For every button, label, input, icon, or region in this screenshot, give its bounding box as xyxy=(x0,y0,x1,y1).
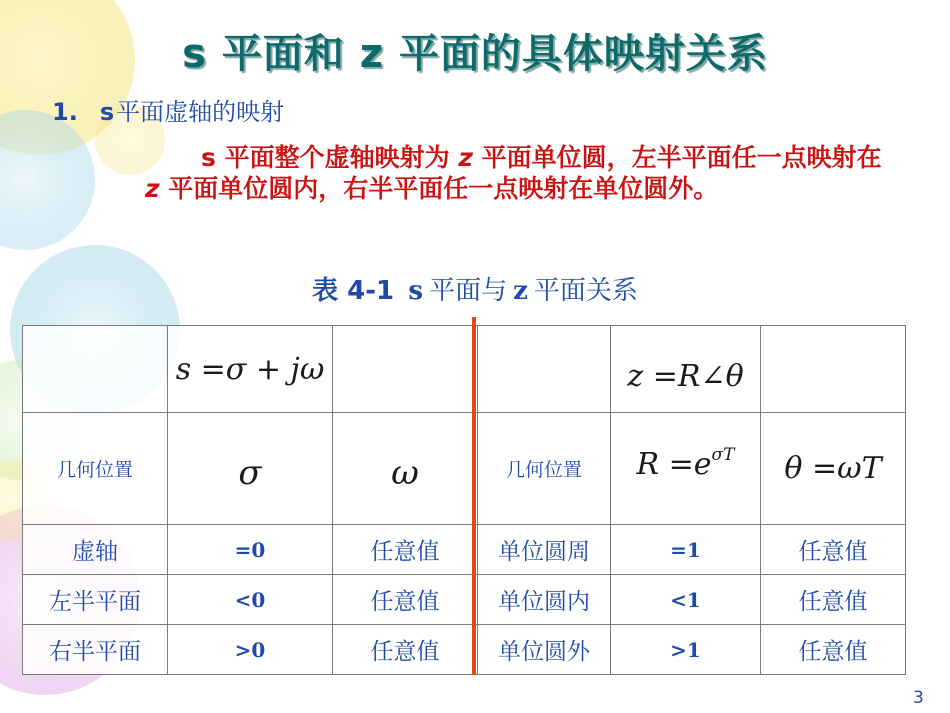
body-s: s xyxy=(201,143,216,172)
header-empty-cell-4 xyxy=(761,326,906,413)
heading-text: 平面虚轴的映射 xyxy=(116,98,285,126)
sigma-value-cell: =0 xyxy=(168,525,333,575)
table-variable-row xyxy=(23,413,906,525)
body-z-1: z xyxy=(458,143,473,172)
s-position-label: 几何位置 xyxy=(23,413,168,525)
omega-value-cell: 任意值 xyxy=(333,525,478,575)
z-region-cell: 单位圆周 xyxy=(478,525,611,575)
theta-value-cell: 任意值 xyxy=(761,625,906,675)
theta-expression-cell: θ =ωT xyxy=(761,413,906,525)
body-paragraph xyxy=(145,142,890,204)
sigma-cell: σ xyxy=(168,413,333,525)
z-region-cell: 单位圆内 xyxy=(478,575,611,625)
omega-cell: ω xyxy=(333,413,478,525)
z-position-label: 几何位置 xyxy=(478,413,611,525)
omega-value-cell: 任意值 xyxy=(333,575,478,625)
body-z-2: z xyxy=(145,174,160,203)
heading-number: 1. xyxy=(52,98,78,126)
z-definition-cell: z =R∠θ xyxy=(611,326,761,413)
R-value-cell: >1 xyxy=(611,625,761,675)
s-region-cell: 左半平面 xyxy=(23,575,168,625)
omega-value-cell: 任意值 xyxy=(333,625,478,675)
caption-z: z xyxy=(513,276,528,306)
theta-value-cell: 任意值 xyxy=(761,575,906,625)
s-definition-cell: s =σ + jω xyxy=(168,326,333,413)
caption-mid: 平面与 xyxy=(429,276,508,306)
caption-label: 表 4-1 xyxy=(312,276,395,306)
s-region-cell: 右半平面 xyxy=(23,625,168,675)
header-empty-cell xyxy=(23,326,168,413)
slide-title: s 平面和 z 平面的具体映射关系 xyxy=(182,31,768,77)
theta-value-cell: 任意值 xyxy=(761,525,906,575)
sigma-value-cell: <0 xyxy=(168,575,333,625)
sigma-value-cell: >0 xyxy=(168,625,333,675)
section-heading xyxy=(52,92,284,127)
body-part-1: 平面整个虚轴映射为 xyxy=(215,143,459,172)
header-empty-cell-3 xyxy=(478,326,611,413)
table-row xyxy=(23,575,906,625)
table-caption xyxy=(0,270,950,307)
table-row xyxy=(23,525,906,575)
caption-s: s xyxy=(408,276,424,306)
page-number: 3 xyxy=(913,688,924,708)
R-value-cell: =1 xyxy=(611,525,761,575)
body-part-3: 平面单位圆内，右半平面任一点映射在单位圆外。 xyxy=(159,174,719,203)
table-header-row xyxy=(23,326,906,413)
table-divider-line xyxy=(472,317,476,675)
heading-symbol: s xyxy=(99,98,115,126)
body-part-2: 平面单位圆，左半平面任一点映射在 xyxy=(472,143,882,172)
mapping-table xyxy=(22,325,906,675)
caption-tail: 平面关系 xyxy=(533,276,638,306)
R-value-cell: <1 xyxy=(611,575,761,625)
z-region-cell: 单位圆外 xyxy=(478,625,611,675)
R-expression-cell: $R =e^{\sigma T}$ xyxy=(611,413,761,525)
s-region-cell: 虚轴 xyxy=(23,525,168,575)
header-empty-cell-2 xyxy=(333,326,478,413)
table-row xyxy=(23,625,906,675)
